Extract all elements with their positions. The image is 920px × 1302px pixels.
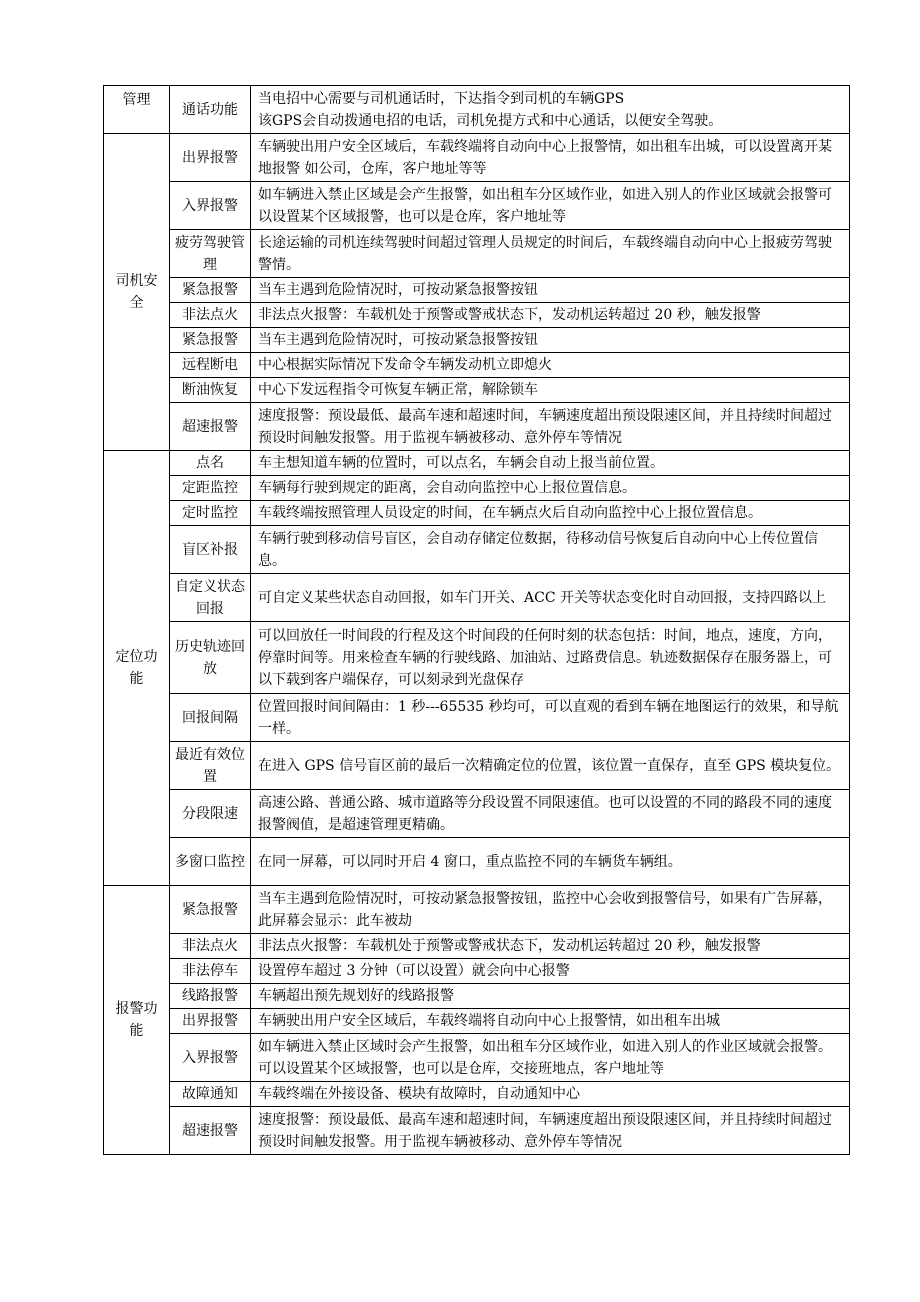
table-row: [104, 526, 850, 574]
table-row: [104, 574, 850, 622]
feature-name-cell: 线路报警: [170, 984, 251, 1009]
feature-description-cell: [251, 1082, 850, 1107]
feature-description-cell: [251, 1107, 850, 1155]
description-text: 当电招中心需要与司机通话时，下达指令到司机的车辆GPS: [258, 90, 625, 107]
description-text: 中心根据实际情况下发命令车辆发动机立即熄火: [258, 357, 552, 373]
description-text: 位置回报时间间隔由：1 秒---65535 秒均可，可以直观的看到车辆在地图运行的效果，和导航一样。: [258, 698, 839, 737]
feature-description-cell: [251, 838, 850, 886]
table-row: [104, 984, 850, 1009]
table-row: [104, 694, 850, 742]
category-cell: 司机安全: [104, 134, 170, 451]
feature-name-cell: 定时监控: [170, 501, 251, 526]
description-text: 速度报警：预设最低、最高车速和超速时间，车辆速度超出预设限速区间，并且持续时间超过预设时间触发报警。用于监视车辆被移动、意外停车等情况: [258, 407, 832, 446]
table-row: [104, 1107, 850, 1155]
feature-description-cell: [251, 886, 850, 934]
feature-name-cell: 盲区补报: [170, 526, 251, 574]
feature-name-cell: 入界报警: [170, 182, 251, 230]
feature-description-cell: [251, 378, 850, 403]
feature-name-cell: 非法点火: [170, 303, 251, 328]
table-row: [104, 790, 850, 838]
description-text: 车主想知道车辆的位置时，可以点名，车辆会自动上报当前位置。: [258, 455, 664, 471]
table-row: [104, 838, 850, 886]
feature-description-cell: [251, 742, 850, 790]
feature-name-cell: 自定义状态回报: [170, 574, 251, 622]
description-text: 在同一屏幕，可以同时开启 4 窗口，重点监控不同的车辆货车辆组。: [258, 853, 682, 870]
table-row: [104, 182, 850, 230]
table-row: [104, 353, 850, 378]
table-row: [104, 328, 850, 353]
description-text: 车辆驶出用户安全区域后，车载终端将自动向中心上报警情，如出租车出城: [258, 1013, 720, 1029]
feature-description-cell: [251, 1009, 850, 1034]
feature-description-cell: [251, 694, 850, 742]
feature-description-cell: [251, 86, 850, 134]
feature-name-cell: 定距监控: [170, 476, 251, 501]
feature-name-cell: 故障通知: [170, 1082, 251, 1107]
description-text: 非法点火报警：车载机处于预警或警戒状态下，发动机运转超过 20 秒，触发报警: [258, 307, 761, 323]
description-text: 车辆超出预先规划好的线路报警: [258, 988, 454, 1004]
feature-description-cell: [251, 526, 850, 574]
feature-description-cell: [251, 574, 850, 622]
table-row: [104, 959, 850, 984]
feature-description-cell: [251, 984, 850, 1009]
description-text: 车辆行驶到移动信号盲区，会自动存储定位数据，待移动信号恢复后自动向中心上传位置信息。: [258, 530, 818, 569]
feature-description-cell: [251, 353, 850, 378]
table-row: [104, 934, 850, 959]
feature-description-cell: [251, 451, 850, 476]
feature-name-cell: 多窗口监控: [170, 838, 251, 886]
description-text: 该GPS会自动拨通电招的电话，司机免提方式和中心通话，以便安全驾驶。: [258, 112, 723, 129]
table-row: [104, 451, 850, 476]
feature-description-cell: [251, 959, 850, 984]
description-text: 如车辆进入禁止区域是会产生报警，如出租车分区域作业，如进入别人的作业区域就会报警可以设置某个区域报警，也可以是仓库，客户地址等: [258, 186, 832, 225]
description-text: 车辆每行驶到规定的距离，会自动向监控中心上报位置信息。: [258, 480, 636, 496]
feature-name-cell: 非法停车: [170, 959, 251, 984]
feature-name-cell: 分段限速: [170, 790, 251, 838]
description-text: 车辆驶出用户安全区域后，车载终端将自动向中心上报警情，如出租车出城，可以设置离开某地报警 如公司，仓库，客户地址等等: [258, 138, 832, 177]
feature-description-cell: [251, 1034, 850, 1082]
feature-name-cell: 入界报警: [170, 1034, 251, 1082]
description-text: 在进入 GPS 信号盲区前的最后一次精确定位的位置，该位置一直保存，直至 GPS 模块复位。: [258, 757, 841, 774]
table-row: [104, 1034, 850, 1082]
feature-name-cell: 点名: [170, 451, 251, 476]
feature-name-cell: 远程断电: [170, 353, 251, 378]
description-text: 非法点火报警：车载机处于预警或警戒状态下，发动机运转超过 20 秒，触发报警: [258, 938, 761, 954]
feature-name-cell: 紧急报警: [170, 278, 251, 303]
table-row: [104, 742, 850, 790]
description-text: 速度报警：预设最低、最高车速和超速时间，车辆速度超出预设限速区间，并且持续时间超过预设时间触发报警。用于监视车辆被移动、意外停车等情况: [258, 1111, 832, 1150]
feature-description-cell: [251, 934, 850, 959]
table-row: [104, 86, 850, 134]
table-row: [104, 501, 850, 526]
table-row: [104, 1009, 850, 1034]
feature-description-cell: [251, 476, 850, 501]
feature-description-cell: [251, 790, 850, 838]
feature-name-cell: 超速报警: [170, 403, 251, 451]
feature-description-cell: [251, 403, 850, 451]
feature-description-cell: [251, 182, 850, 230]
feature-name-cell: 断油恢复: [170, 378, 251, 403]
description-text: 当车主遇到危险情况时，可按动紧急报警按钮: [258, 282, 538, 298]
feature-name-cell: 最近有效位置: [170, 742, 251, 790]
description-text: 如车辆进入禁止区域时会产生报警，如出租车分区域作业，如进入别人的作业区域就会报警。可以设置某个区域报警，也可以是仓库，交接班地点，客户地址等: [258, 1038, 832, 1077]
description-text: 高速公路、普通公路、城市道路等分段设置不同限速值。也可以设置的不同的路段不同的速度报警阀值，是超速管理更精确。: [258, 794, 832, 833]
description-text: 可自定义某些状态自动回报，如车门开关、ACC 开关等状态变化时自动回报，支持四路以上: [258, 589, 826, 606]
feature-description-cell: [251, 501, 850, 526]
feature-description-cell: [251, 328, 850, 353]
description-text: 当车主遇到危险情况时，可按动紧急报警按钮: [258, 332, 538, 348]
category-cell: 报警功能: [104, 886, 170, 1155]
gps-feature-table: [103, 85, 850, 1155]
feature-name-cell: 超速报警: [170, 1107, 251, 1155]
category-cell: 定位功能: [104, 451, 170, 886]
table-row: [104, 278, 850, 303]
feature-name-cell: 历史轨迹回放: [170, 622, 251, 694]
description-text: 车载终端在外接设备、模块有故障时，自动通知中心: [258, 1086, 580, 1102]
description-text: 可以回放任一时间段的行程及这个时间段的任何时刻的状态包括：时间，地点，速度，方向，停靠时间等。用来检查车辆的行驶线路、加油站、过路费信息。轨迹数据保存在服务器上，可以下载到客户端保存，可以刻录到光盘保存: [258, 627, 832, 688]
feature-description-cell: [251, 134, 850, 182]
description-text: 长途运输的司机连续驾驶时间超过管理人员规定的时间后，车载终端自动向中心上报疲劳驾驶警情。: [258, 234, 832, 273]
description-text: 设置停车超过 3 分钟（可以设置）就会向中心报警: [258, 963, 570, 979]
table-row: [104, 476, 850, 501]
table-row: [104, 886, 850, 934]
table-row: [104, 403, 850, 451]
feature-name-cell: 紧急报警: [170, 886, 251, 934]
table-row: [104, 1082, 850, 1107]
table-row: [104, 303, 850, 328]
category-cell: 管理: [104, 86, 170, 134]
table-row: [104, 622, 850, 694]
feature-name-cell: 回报间隔: [170, 694, 251, 742]
table-row: [104, 378, 850, 403]
table-row: [104, 230, 850, 278]
table-row: [104, 134, 850, 182]
feature-description-cell: [251, 303, 850, 328]
description-text: 中心下发远程指令可恢复车辆正常，解除锁车: [258, 382, 538, 398]
feature-name-cell: 通话功能: [170, 86, 251, 134]
feature-name-cell: 疲劳驾驶管理: [170, 230, 251, 278]
feature-description-cell: [251, 230, 850, 278]
feature-description-cell: [251, 622, 850, 694]
feature-name-cell: 紧急报警: [170, 328, 251, 353]
description-text: 车载终端按照管理人员设定的时间，在车辆点火后自动向监控中心上报位置信息。: [258, 505, 762, 521]
feature-name-cell: 出界报警: [170, 1009, 251, 1034]
feature-name-cell: 出界报警: [170, 134, 251, 182]
feature-name-cell: 非法点火: [170, 934, 251, 959]
table-body: [104, 86, 850, 1155]
feature-description-cell: [251, 278, 850, 303]
description-text: 当车主遇到危险情况时，可按动紧急报警按钮，监控中心会收到报警信号，如果有广告屏幕，此屏幕会显示：此车被劫: [258, 890, 832, 929]
